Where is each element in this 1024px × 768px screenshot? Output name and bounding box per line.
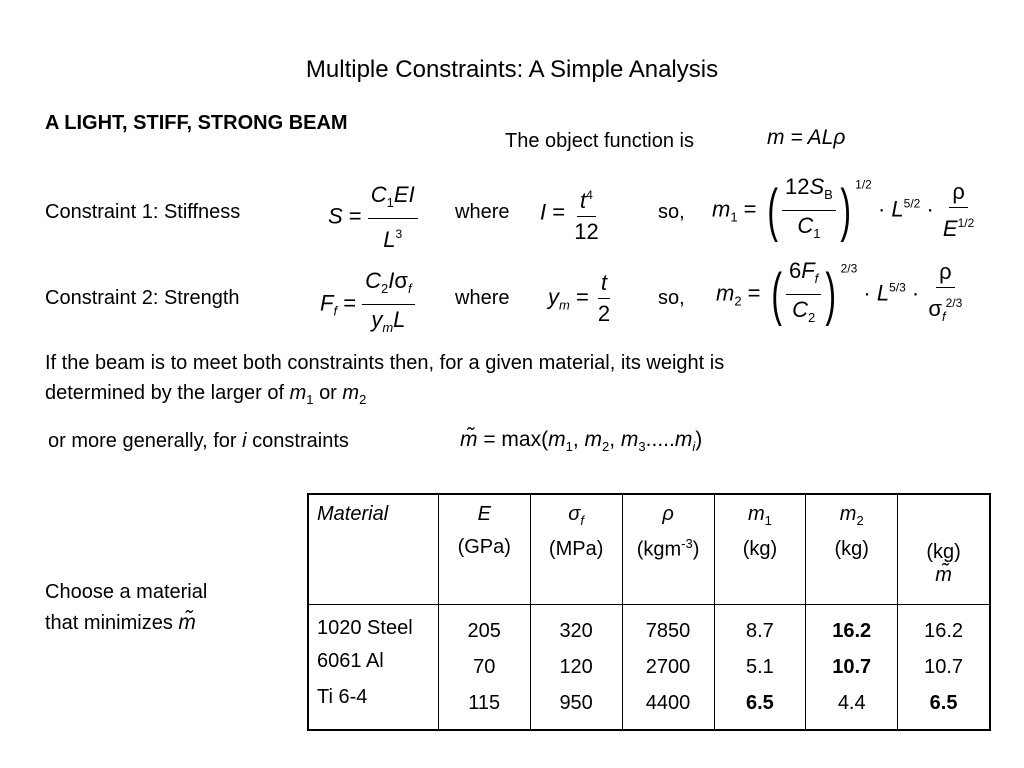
constraint2-so: so,: [658, 287, 685, 309]
header-e: E (GPa): [438, 494, 530, 604]
stiffness-equation: S = $\frac{C_1EI}{L^3}$: [328, 180, 418, 255]
e-cell: 205 70 115: [438, 604, 530, 730]
constraint2-label: Constraint 2: Strength: [45, 287, 240, 309]
header-rho: ρ (kgm$^{-3}$): [622, 494, 714, 604]
general-text: or more generally, for i constraints: [48, 430, 349, 452]
materials-table: [307, 493, 991, 731]
m2-cell: 16.2 10.7 4.4: [806, 604, 898, 730]
header-m-tilde: (kg) m̃: [898, 494, 990, 604]
objective-label: The object function is: [505, 130, 694, 152]
choose-line2: that minimizes m̃: [45, 611, 196, 634]
table-header-row: [308, 494, 990, 604]
objective-formula: m = ALρ: [767, 126, 846, 149]
m1-equation: $m_1$ = ( $\frac{12S_B}{C_1}$ ) $^{1/2} \cdot L^{5/2}$ · $\frac{\rho}{E^{1/2}}$: [712, 174, 975, 243]
paragraph-line1: If the beam is to meet both constraints then, for a given material, its weight is: [45, 352, 725, 374]
constraint1-label: Constraint 1: Stiffness: [45, 201, 241, 223]
header-m1: $m_1$ (kg): [714, 494, 806, 604]
header-material: Material: [308, 494, 438, 604]
ym-equation: $y_m$ = $\frac{t}{2}$: [548, 270, 611, 326]
constraint2-where: where: [455, 287, 510, 309]
header-sigma: $\sigma_f$ (MPa): [530, 494, 622, 604]
max-equation: m̃ = $\max(m_1$, $m_2$, $m_3.....m_i$): [460, 428, 703, 454]
strength-equation: $F_f$ = $\frac{C_2I\sigma_f}{y_mL}$: [320, 266, 415, 343]
m1-cell: 8.7 5.1 6.5: [714, 604, 806, 730]
choose-line1: Choose a material: [45, 581, 208, 603]
paragraph-line2: determined by the larger of $m_1$ or $m_2$: [45, 382, 367, 407]
m2-equation: $m_2$ = ( $\frac{6F_f}{C_2}$ ) $^{2/3} \cdot L^{5/3}$ · $\frac{\rho}{\sigma_f^{2/3}}$: [716, 258, 963, 327]
rho-unit: (kgm$^{-3}$): [636, 536, 700, 561]
material-cell: 1020 Steel 6061 Al Ti 6-4: [308, 604, 438, 730]
rho-cell: 7850 2700 4400: [622, 604, 714, 730]
table-row: [308, 604, 990, 730]
m-tilde-cell: 16.2 10.7 6.5: [898, 604, 990, 730]
header-m2: $m_2$ (kg): [806, 494, 898, 604]
constraint1-so: so,: [658, 201, 685, 223]
page-title: Multiple Constraints: A Simple Analysis: [305, 56, 719, 83]
section-heading: A LIGHT, STIFF, STRONG BEAM: [45, 112, 348, 134]
inertia-equation: I = $\frac{t^4}{12}$: [540, 180, 602, 247]
constraint1-where: where: [455, 201, 510, 223]
sigma-cell: 320 120 950: [530, 604, 622, 730]
